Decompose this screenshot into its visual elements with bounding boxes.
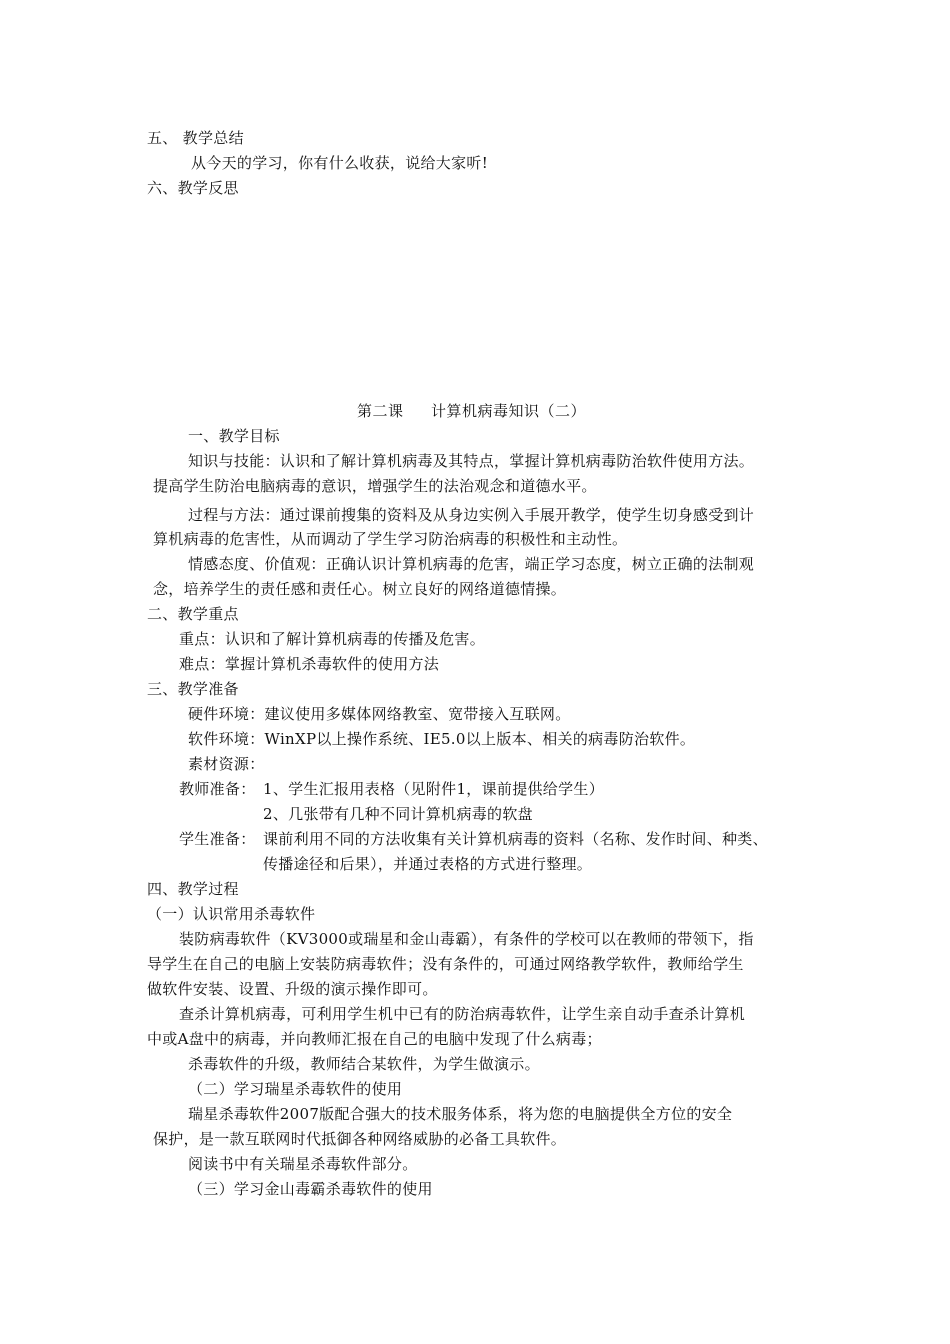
summary-text: 从今天的学习，你有什么收获，说给大家听! <box>191 154 489 172</box>
student-prep-line2: 传播途径和后果），并通过表格的方式进行整理。 <box>263 855 593 873</box>
hardware-env: 硬件环境：建议使用多媒体网络教室、宽带接入互联网。 <box>188 705 571 723</box>
materials-label: 素材资源： <box>188 755 265 773</box>
heading-objectives: 一、教学目标 <box>188 427 280 445</box>
teacher-prep-item2: 2、几张带有几种不同计算机病毒的软盘 <box>263 805 533 823</box>
teacher-prep-item1: 1、学生汇报用表格（见附件1，课前提供给学生） <box>263 780 604 798</box>
install-para-line3: 做软件安装、设置、升级的演示操作即可。 <box>147 980 438 998</box>
lesson-number: 第二课 <box>357 402 404 420</box>
objective-process-line1: 过程与方法：通过课前搜集的资料及从身边实例入手展开教学，使学生切身感受到计 <box>188 506 755 524</box>
subheading-rising: （二）学习瑞星杀毒软件的使用 <box>188 1080 403 1098</box>
software-env: 软件环境：WinXP以上操作系统、IE5.0以上版本、相关的病毒防治软件。 <box>188 730 696 748</box>
install-para-line2: 导学生在自己的电脑上安装防病毒软件；没有条件的，可通过网络教学软件，教师给学生 <box>147 955 744 973</box>
objective-values-line2: 念，培养学生的责任感和责任心。树立良好的网络道德情操。 <box>153 580 567 598</box>
objective-process-line2: 算机病毒的危害性，从而调动了学生学习防治病毒的积极性和主动性。 <box>153 530 628 548</box>
heading-summary: 五、 教学总结 <box>147 129 244 147</box>
heading-preparation: 三、教学准备 <box>147 680 239 698</box>
scan-para-line2: 中或A盘中的病毒，并向教师汇报在自己的电脑中发现了什么病毒； <box>147 1030 602 1048</box>
rising-para-line2: 保护，是一款互联网时代抵御各种网络威胁的必备工具软件。 <box>153 1130 567 1148</box>
heading-process: 四、教学过程 <box>147 880 239 898</box>
objective-knowledge-line1: 知识与技能：认识和了解计算机病毒及其特点，掌握计算机病毒防治软件使用方法。 <box>188 452 755 470</box>
objective-knowledge-line2: 提高学生防治电脑病毒的意识，增强学生的法治观念和道德水平。 <box>153 477 597 495</box>
subheading-kingsoft: （三）学习金山毒霸杀毒软件的使用 <box>188 1180 433 1198</box>
lesson-title: 计算机病毒知识（二） <box>431 402 587 420</box>
upgrade-para: 杀毒软件的升级，教师结合某软件，为学生做演示。 <box>188 1055 540 1073</box>
rising-para-line1: 瑞星杀毒软件2007版配合强大的技术服务体系，将为您的电脑提供全方位的安全 <box>188 1105 733 1123</box>
subheading-antivirus: （一）认识常用杀毒软件 <box>147 905 316 923</box>
scan-para-line1: 查杀计算机病毒，可利用学生机中已有的防治病毒软件，让学生亲自动手查杀计算机 <box>179 1005 746 1023</box>
key-point: 重点：认识和了解计算机病毒的传播及危害。 <box>179 630 486 648</box>
install-para-line1: 装防病毒软件（KV3000或瑞星和金山毒霸），有条件的学校可以在教师的带领下，指 <box>179 930 754 948</box>
heading-reflection: 六、教学反思 <box>147 179 239 197</box>
teacher-prep-label: 教师准备： <box>179 780 256 798</box>
student-prep-line1: 课前利用不同的方法收集有关计算机病毒的资料（名称、发作时间、种类、 <box>263 830 768 848</box>
reading-para: 阅读书中有关瑞星杀毒软件部分。 <box>188 1155 418 1173</box>
difficult-point: 难点：掌握计算机杀毒软件的使用方法 <box>179 655 440 673</box>
student-prep-label: 学生准备： <box>179 830 256 848</box>
heading-key-points: 二、教学重点 <box>147 605 239 623</box>
objective-values-line1: 情感态度、价值观：正确认识计算机病毒的危害，端正学习态度，树立正确的法制观 <box>188 555 755 573</box>
